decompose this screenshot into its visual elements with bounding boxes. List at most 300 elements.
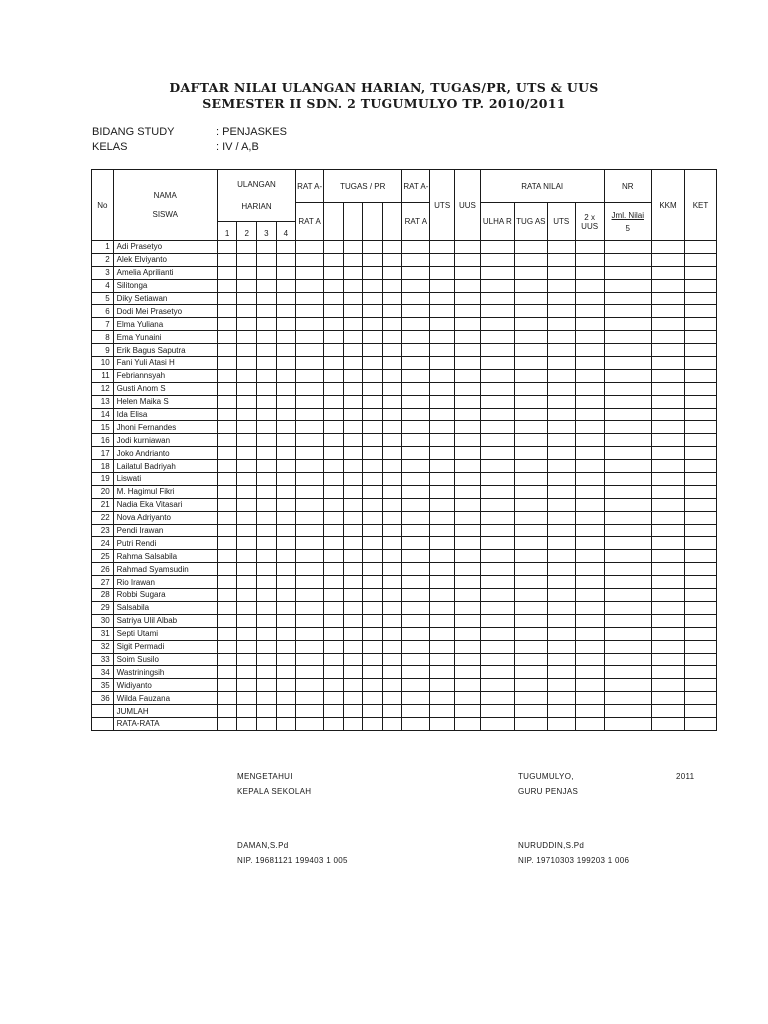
grade-cell bbox=[547, 692, 575, 705]
table-row bbox=[92, 576, 717, 589]
header-siswa: SISWA bbox=[152, 210, 178, 219]
grade-cell bbox=[652, 241, 685, 254]
grade-cell bbox=[604, 331, 651, 344]
student-no: 26 bbox=[92, 563, 114, 576]
summary-cell bbox=[296, 717, 324, 730]
grade-cell bbox=[363, 537, 383, 550]
grade-cell bbox=[685, 653, 717, 666]
table-row bbox=[92, 395, 717, 408]
grade-cell bbox=[324, 369, 344, 382]
grade-cell bbox=[430, 524, 455, 537]
grade-cell bbox=[575, 524, 604, 537]
grade-cell bbox=[276, 434, 296, 447]
grade-cell bbox=[217, 253, 237, 266]
grade-cell bbox=[363, 666, 383, 679]
grade-cell bbox=[402, 241, 430, 254]
grade-cell bbox=[685, 563, 717, 576]
header-uus: UUS bbox=[455, 170, 481, 241]
grade-cell bbox=[324, 563, 344, 576]
grade-cell bbox=[296, 434, 324, 447]
grade-cell bbox=[604, 653, 651, 666]
grade-cell bbox=[324, 692, 344, 705]
grade-cell bbox=[480, 589, 514, 602]
grade-cell bbox=[237, 563, 257, 576]
grade-cell bbox=[382, 550, 402, 563]
grade-cell bbox=[480, 344, 514, 357]
grade-cell bbox=[237, 498, 257, 511]
grade-cell bbox=[547, 537, 575, 550]
grade-cell bbox=[430, 640, 455, 653]
grade-cell bbox=[296, 266, 324, 279]
grade-cell bbox=[296, 550, 324, 563]
grade-cell bbox=[547, 498, 575, 511]
grade-cell bbox=[604, 369, 651, 382]
header-tugas: TUGAS / PR bbox=[324, 170, 402, 203]
grade-cell bbox=[217, 305, 237, 318]
grade-cell bbox=[217, 382, 237, 395]
grade-cell bbox=[480, 524, 514, 537]
grade-cell bbox=[237, 666, 257, 679]
grade-cell bbox=[276, 331, 296, 344]
grade-cell bbox=[363, 563, 383, 576]
grade-cell bbox=[324, 460, 344, 473]
grade-cell bbox=[575, 241, 604, 254]
grade-cell bbox=[652, 627, 685, 640]
grade-cell bbox=[343, 292, 363, 305]
student-no: 6 bbox=[92, 305, 114, 318]
grade-cell bbox=[237, 421, 257, 434]
grade-cell bbox=[430, 627, 455, 640]
grade-cell bbox=[604, 485, 651, 498]
grade-cell bbox=[237, 550, 257, 563]
grade-cell bbox=[363, 692, 383, 705]
grade-cell bbox=[575, 627, 604, 640]
grade-cell bbox=[237, 524, 257, 537]
grade-cell bbox=[257, 279, 277, 292]
grade-cell bbox=[343, 357, 363, 370]
grade-cell bbox=[343, 576, 363, 589]
grade-cell bbox=[402, 589, 430, 602]
grade-cell bbox=[382, 279, 402, 292]
summary-label: JUMLAH bbox=[113, 705, 217, 718]
grade-cell bbox=[276, 627, 296, 640]
grade-cell bbox=[480, 614, 514, 627]
ulangan-sub-2: 2 bbox=[237, 222, 257, 241]
student-no: 34 bbox=[92, 666, 114, 679]
grade-cell bbox=[296, 524, 324, 537]
grade-cell bbox=[514, 241, 547, 254]
student-no: 18 bbox=[92, 460, 114, 473]
student-name: Gusti Anom S bbox=[113, 382, 217, 395]
grade-cell bbox=[217, 408, 237, 421]
grade-cell bbox=[257, 421, 277, 434]
grade-cell bbox=[685, 279, 717, 292]
grade-cell bbox=[480, 292, 514, 305]
grade-cell bbox=[382, 434, 402, 447]
grade-cell bbox=[363, 305, 383, 318]
table-row bbox=[92, 640, 717, 653]
student-no: 31 bbox=[92, 627, 114, 640]
table-row bbox=[92, 473, 717, 486]
student-name: Salsabila bbox=[113, 601, 217, 614]
grade-cell bbox=[652, 601, 685, 614]
grade-cell bbox=[324, 447, 344, 460]
grade-cell bbox=[257, 266, 277, 279]
grade-cell bbox=[455, 382, 481, 395]
grade-cell bbox=[575, 292, 604, 305]
grade-cell bbox=[402, 473, 430, 486]
grade-cell bbox=[324, 331, 344, 344]
grade-cell bbox=[455, 640, 481, 653]
summary-cell bbox=[324, 717, 344, 730]
grade-cell bbox=[652, 679, 685, 692]
summary-cell bbox=[363, 705, 383, 718]
grade-cell bbox=[514, 382, 547, 395]
grade-cell bbox=[480, 627, 514, 640]
grade-cell bbox=[343, 305, 363, 318]
grade-cell bbox=[324, 305, 344, 318]
grade-cell bbox=[480, 537, 514, 550]
grade-cell bbox=[343, 344, 363, 357]
grade-cell bbox=[604, 511, 651, 524]
grade-cell bbox=[363, 421, 383, 434]
grade-cell bbox=[455, 292, 481, 305]
summary-cell bbox=[514, 705, 547, 718]
grade-cell bbox=[480, 421, 514, 434]
summary-cell bbox=[547, 705, 575, 718]
grade-cell bbox=[547, 434, 575, 447]
summary-cell bbox=[652, 705, 685, 718]
grade-cell bbox=[685, 253, 717, 266]
grade-cell bbox=[514, 485, 547, 498]
table-row bbox=[92, 511, 717, 524]
student-no: 10 bbox=[92, 357, 114, 370]
grade-cell bbox=[652, 576, 685, 589]
grade-cell bbox=[604, 498, 651, 511]
grade-cell bbox=[430, 550, 455, 563]
grade-cell bbox=[514, 266, 547, 279]
header-ulhar: ULHA R bbox=[480, 203, 514, 241]
grade-cell bbox=[343, 266, 363, 279]
grade-cell bbox=[575, 692, 604, 705]
table-row bbox=[92, 447, 717, 460]
grade-cell bbox=[217, 279, 237, 292]
student-name: Diky Setiawan bbox=[113, 292, 217, 305]
grade-cell bbox=[363, 253, 383, 266]
grade-cell bbox=[547, 666, 575, 679]
grade-cell bbox=[402, 576, 430, 589]
grade-cell bbox=[296, 640, 324, 653]
grade-cell bbox=[604, 279, 651, 292]
grade-cell bbox=[455, 447, 481, 460]
table-row bbox=[92, 241, 717, 254]
grade-cell bbox=[652, 253, 685, 266]
grade-cell bbox=[343, 589, 363, 602]
grade-cell bbox=[343, 692, 363, 705]
table-row bbox=[92, 292, 717, 305]
grade-cell bbox=[217, 292, 237, 305]
table-row bbox=[92, 369, 717, 382]
grade-cell bbox=[276, 421, 296, 434]
grade-cell bbox=[237, 357, 257, 370]
grade-cell bbox=[296, 421, 324, 434]
grade-cell bbox=[324, 679, 344, 692]
grade-cell bbox=[652, 357, 685, 370]
grade-cell bbox=[652, 408, 685, 421]
grade-cell bbox=[343, 653, 363, 666]
summary-cell bbox=[430, 705, 455, 718]
student-no: 35 bbox=[92, 679, 114, 692]
grade-cell bbox=[685, 679, 717, 692]
grade-cell bbox=[343, 408, 363, 421]
grade-cell bbox=[604, 318, 651, 331]
grade-cell bbox=[237, 614, 257, 627]
grade-cell bbox=[514, 460, 547, 473]
grade-cell bbox=[343, 241, 363, 254]
grade-cell bbox=[604, 473, 651, 486]
grade-cell bbox=[652, 485, 685, 498]
summary-cell bbox=[217, 705, 237, 718]
grade-cell bbox=[217, 576, 237, 589]
grade-cell bbox=[276, 576, 296, 589]
grade-cell bbox=[547, 292, 575, 305]
grade-cell bbox=[455, 305, 481, 318]
student-name: Joko Andrianto bbox=[113, 447, 217, 460]
sign-left-line1: MENGETAHUI bbox=[237, 772, 293, 781]
grade-cell bbox=[276, 357, 296, 370]
grade-cell bbox=[685, 447, 717, 460]
grade-cell bbox=[237, 279, 257, 292]
summary-cell bbox=[455, 717, 481, 730]
grade-cell bbox=[363, 640, 383, 653]
student-name: Rahma Salsabila bbox=[113, 550, 217, 563]
grade-cell bbox=[276, 679, 296, 692]
grade-cell bbox=[237, 305, 257, 318]
grade-cell bbox=[324, 614, 344, 627]
grade-cell bbox=[363, 576, 383, 589]
grade-cell bbox=[652, 666, 685, 679]
grade-cell bbox=[685, 344, 717, 357]
grade-cell bbox=[604, 537, 651, 550]
grade-cell bbox=[257, 305, 277, 318]
grade-cell bbox=[604, 589, 651, 602]
student-name: Soim Susilo bbox=[113, 653, 217, 666]
grade-cell bbox=[276, 292, 296, 305]
grade-cell bbox=[257, 627, 277, 640]
grade-cell bbox=[514, 627, 547, 640]
table-row bbox=[92, 627, 717, 640]
grade-cell bbox=[276, 511, 296, 524]
grade-cell bbox=[430, 434, 455, 447]
grade-cell bbox=[430, 305, 455, 318]
grade-cell bbox=[480, 601, 514, 614]
grade-cell bbox=[402, 666, 430, 679]
grade-cell bbox=[455, 498, 481, 511]
student-name: Ida Elisa bbox=[113, 408, 217, 421]
table-row bbox=[92, 524, 717, 537]
grade-cell bbox=[343, 318, 363, 331]
grade-cell bbox=[547, 589, 575, 602]
grade-cell bbox=[363, 601, 383, 614]
grade-cell bbox=[514, 653, 547, 666]
grade-cell bbox=[382, 253, 402, 266]
grade-cell bbox=[382, 408, 402, 421]
grade-cell bbox=[455, 344, 481, 357]
grade-cell bbox=[382, 395, 402, 408]
grade-cell bbox=[514, 563, 547, 576]
grade-cell bbox=[237, 485, 257, 498]
grade-cell bbox=[547, 627, 575, 640]
student-no: 29 bbox=[92, 601, 114, 614]
grade-cell bbox=[382, 627, 402, 640]
grade-cell bbox=[276, 369, 296, 382]
grade-cell bbox=[363, 679, 383, 692]
grade-cell bbox=[685, 357, 717, 370]
grade-cell bbox=[402, 692, 430, 705]
grade-cell bbox=[430, 369, 455, 382]
grade-cell bbox=[363, 357, 383, 370]
grade-cell bbox=[652, 640, 685, 653]
student-no: 19 bbox=[92, 473, 114, 486]
grade-cell bbox=[363, 318, 383, 331]
student-no: 25 bbox=[92, 550, 114, 563]
grade-cell bbox=[217, 550, 237, 563]
student-name: Erik Bagus Saputra bbox=[113, 344, 217, 357]
grade-cell bbox=[685, 241, 717, 254]
summary-cell bbox=[382, 705, 402, 718]
summary-cell bbox=[685, 705, 717, 718]
summary-cell bbox=[604, 717, 651, 730]
grade-cell bbox=[652, 421, 685, 434]
student-name: Alek Elviyanto bbox=[113, 253, 217, 266]
grade-cell bbox=[430, 653, 455, 666]
header-uts: UTS bbox=[430, 170, 455, 241]
grade-cell bbox=[514, 576, 547, 589]
grade-cell bbox=[296, 666, 324, 679]
grade-cell bbox=[455, 434, 481, 447]
grade-cell bbox=[547, 524, 575, 537]
student-no: 23 bbox=[92, 524, 114, 537]
grade-cell bbox=[257, 460, 277, 473]
grade-cell bbox=[296, 537, 324, 550]
grade-cell bbox=[547, 614, 575, 627]
grade-cell bbox=[652, 653, 685, 666]
grade-cell bbox=[363, 614, 383, 627]
grade-cell bbox=[480, 408, 514, 421]
grade-cell bbox=[514, 279, 547, 292]
grade-cell bbox=[480, 434, 514, 447]
grade-cell bbox=[480, 305, 514, 318]
grade-cell bbox=[455, 369, 481, 382]
grade-cell bbox=[604, 460, 651, 473]
grade-cell bbox=[257, 640, 277, 653]
grade-cell bbox=[363, 266, 383, 279]
grade-cell bbox=[324, 640, 344, 653]
grade-cell bbox=[237, 434, 257, 447]
grade-cell bbox=[547, 395, 575, 408]
grade-cell bbox=[276, 447, 296, 460]
grade-cell bbox=[296, 357, 324, 370]
grade-cell bbox=[685, 614, 717, 627]
student-name: Wastriningsih bbox=[113, 666, 217, 679]
grade-cell bbox=[217, 473, 237, 486]
grade-cell bbox=[480, 498, 514, 511]
grade-cell bbox=[276, 498, 296, 511]
tugas-sub-blank-4 bbox=[382, 203, 402, 241]
grade-cell bbox=[480, 692, 514, 705]
student-name: Pendi Irawan bbox=[113, 524, 217, 537]
student-name: Adi Prasetyo bbox=[113, 241, 217, 254]
grade-cell bbox=[652, 382, 685, 395]
header-nr: NR bbox=[604, 170, 651, 203]
grade-cell bbox=[324, 408, 344, 421]
summary-cell bbox=[324, 705, 344, 718]
grade-cell bbox=[257, 292, 277, 305]
grade-cell bbox=[480, 253, 514, 266]
table-row bbox=[92, 331, 717, 344]
grade-cell bbox=[382, 318, 402, 331]
grade-cell bbox=[604, 382, 651, 395]
grade-cell bbox=[402, 279, 430, 292]
grade-cell bbox=[514, 395, 547, 408]
grade-cell bbox=[276, 253, 296, 266]
grade-cell bbox=[652, 537, 685, 550]
summary-cell bbox=[575, 717, 604, 730]
grade-cell bbox=[382, 305, 402, 318]
student-no: 11 bbox=[92, 369, 114, 382]
header-rata2-bottom: RAT A bbox=[402, 203, 430, 241]
grade-cell bbox=[296, 601, 324, 614]
grade-cell bbox=[237, 692, 257, 705]
grade-cell bbox=[237, 601, 257, 614]
grade-cell bbox=[257, 253, 277, 266]
summary-no-cell bbox=[92, 717, 114, 730]
grade-cell bbox=[363, 627, 383, 640]
grade-cell bbox=[604, 266, 651, 279]
summary-cell bbox=[455, 705, 481, 718]
grade-cell bbox=[382, 537, 402, 550]
document-title-line2: SEMESTER II SDN. 2 TUGUMULYO TP. 2010/2011 bbox=[202, 96, 566, 111]
sign-right-name: NURUDDIN,S.Pd bbox=[518, 841, 585, 850]
grade-cell bbox=[547, 473, 575, 486]
grade-cell bbox=[343, 460, 363, 473]
grade-cell bbox=[402, 357, 430, 370]
grade-cell bbox=[343, 434, 363, 447]
grade-cell bbox=[604, 344, 651, 357]
grade-cell bbox=[430, 614, 455, 627]
grade-cell bbox=[276, 589, 296, 602]
grade-cell bbox=[430, 395, 455, 408]
grade-cell bbox=[547, 279, 575, 292]
header-kkm: KKM bbox=[652, 170, 685, 241]
table-row bbox=[92, 614, 717, 627]
summary-cell bbox=[430, 717, 455, 730]
grade-cell bbox=[430, 241, 455, 254]
grade-cell bbox=[382, 614, 402, 627]
grade-cell bbox=[575, 473, 604, 486]
header-uts-sub: UTS bbox=[547, 203, 575, 241]
student-name: Silitonga bbox=[113, 279, 217, 292]
grade-cell bbox=[604, 408, 651, 421]
grade-cell bbox=[363, 331, 383, 344]
grade-cell bbox=[575, 279, 604, 292]
student-no: 36 bbox=[92, 692, 114, 705]
grade-cell bbox=[257, 485, 277, 498]
grade-cell bbox=[382, 511, 402, 524]
summary-label: RATA-RATA bbox=[113, 717, 217, 730]
student-name: Febriannsyah bbox=[113, 369, 217, 382]
grade-cell bbox=[547, 382, 575, 395]
